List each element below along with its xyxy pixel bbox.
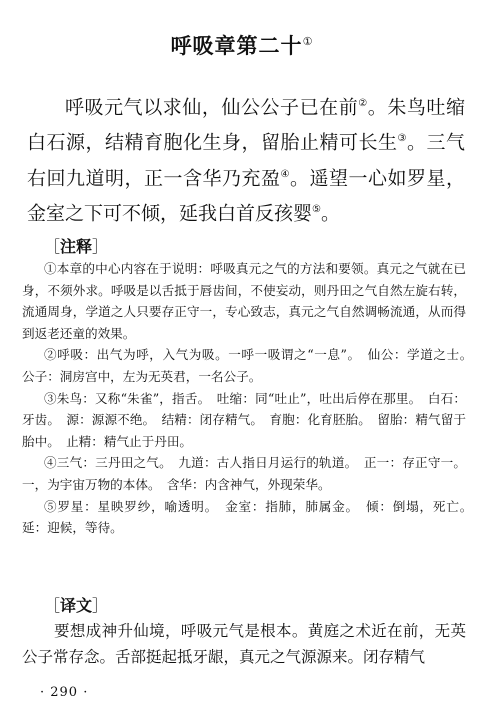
- note-item: ②呼吸：出气为呼，入气为吸。一呼一吸谓之“一息”。 仙公：学道之士。 公子：洞房宫中，左为无英君，一名公子。: [22, 347, 479, 384]
- translation-heading: [44, 593, 108, 616]
- verse-text: 。遥望一心如罗星，金室之下可不倾，延我白首反孩婴: [27, 166, 465, 225]
- footnote-marker: ①: [302, 35, 314, 48]
- note-item: ③朱鸟：又称“朱雀”，指舌。 吐缩：同“吐止”，吐出后停在那里。 白石：牙齿。 源：源源不绝。 结精：闭存精气。 育胞：化育胚胎。 留胎：精气留于胎中。 止精：精气止于丹田。: [22, 390, 466, 449]
- translation-paragraph: 要想成神升仙境，呼吸元气是根本。黄庭之术近在前，无英公子常存念。舌部挺起抵牙龈，真元之气源源来。闭存精气: [22, 622, 466, 666]
- footnote-marker: ③: [397, 133, 407, 145]
- notes-list: [22, 258, 479, 539]
- verse-text: 。朱鸟吐缩白石源，结精育胞化生身，留胎止精可长生: [27, 96, 465, 154]
- bracket-open: ［: [44, 596, 61, 615]
- notes-heading: [44, 234, 108, 257]
- notes-heading-label: 注释: [60, 237, 93, 256]
- chapter-title-text: 呼吸章第二十: [170, 34, 303, 58]
- footnote-marker: ⑤: [312, 203, 321, 215]
- note-item: ⑤罗星：星映罗纱，喻透明。 金室：指肺，肺属金。 倾：倒塌，死亡。 延：迎候，等待。: [22, 498, 479, 536]
- chapter-title: [0, 30, 484, 60]
- verse-text: 呼吸元气以求仙，仙公公子已在前: [65, 96, 359, 119]
- footnote-marker: ②: [358, 98, 368, 109]
- note-item: ④三气：三丹田之气。 九道：古人指日月运行的轨道。 正一：存正守一。一，为宇宙万物的本体。 含华：内含神气，外现荣华。: [22, 455, 466, 492]
- bracket-open: ［: [44, 237, 61, 256]
- translation-heading-label: 译文: [60, 596, 93, 615]
- note-item: ①本章的中心内容在于说明：呼吸真元之气的方法和要领。真元之气就在已身，不须外求。呼吸是以舌抵于唇齿间，不使妄动，则丹田之气自然左旋右转，流通周身，学道之人只要存正守一，专心致志，真元之气自然调畅流通，从而得到返老还童的效果。: [22, 261, 466, 341]
- verse-paragraph: [27, 88, 465, 229]
- verse-text: 。: [320, 202, 340, 225]
- verse-text: 。三气右回九道明，正一含华乃充盈: [27, 131, 465, 189]
- bracket-close: ］: [92, 596, 109, 615]
- footnote-marker: ④: [280, 168, 290, 180]
- page-number: · 290 ·: [40, 685, 89, 700]
- bracket-close: ］: [92, 237, 109, 256]
